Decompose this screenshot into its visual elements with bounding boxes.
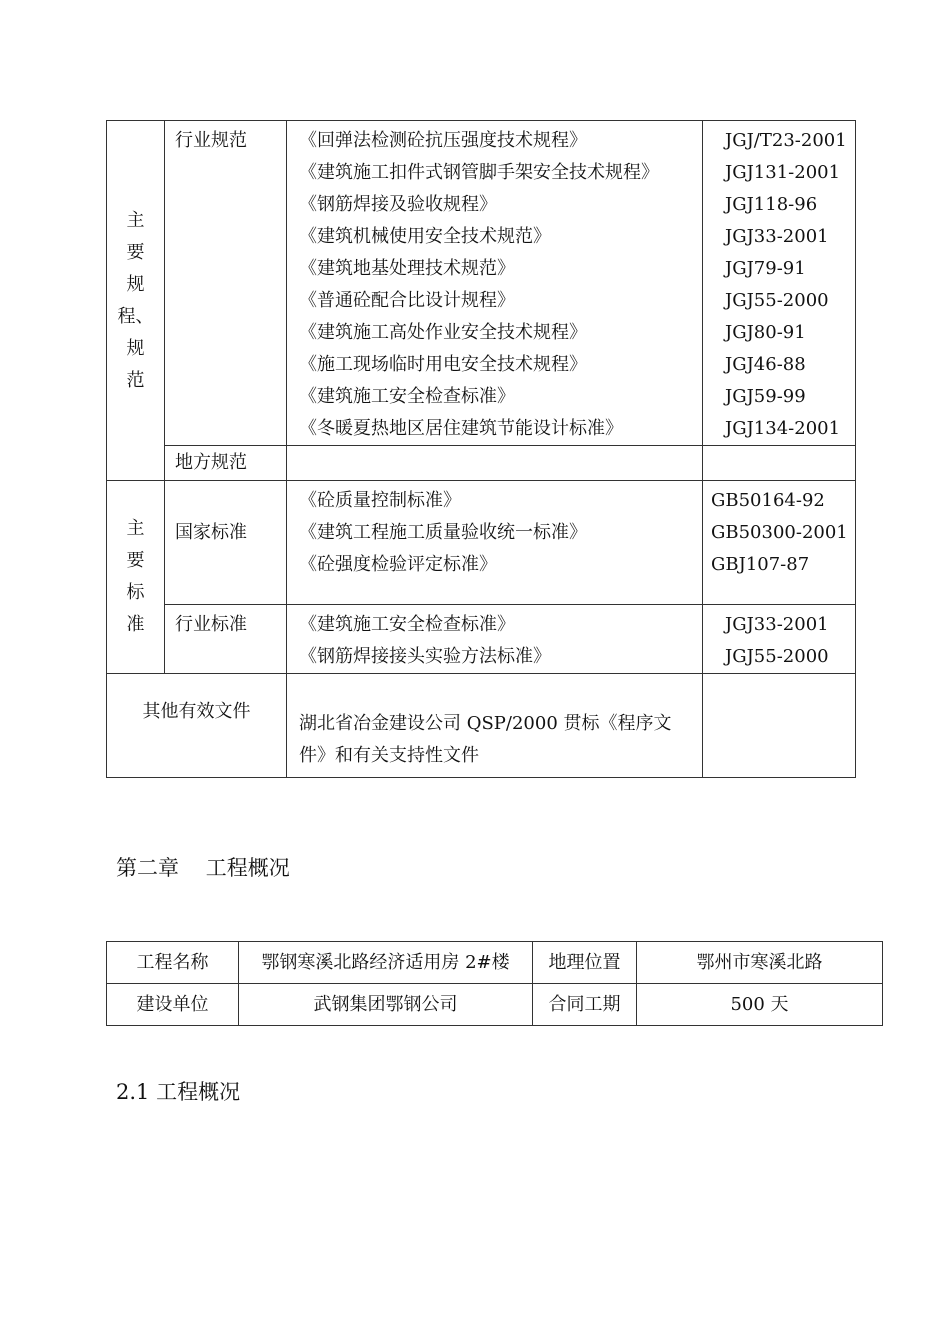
document-code: JGJ33-2001 [725, 614, 829, 635]
document-title: 《钢筋焊接及验收规程》 [299, 194, 497, 215]
document-code: GB50164-92 [711, 490, 825, 511]
document-code: JGJ80-91 [725, 322, 806, 343]
document-code: GBJ107-87 [711, 554, 810, 575]
empty-cell [703, 674, 856, 778]
national-standards-titles [287, 481, 703, 605]
industry-standards-titles [287, 605, 703, 674]
label-char: 规 [126, 273, 145, 295]
empty-cell [287, 446, 703, 481]
other-documents-description [287, 674, 703, 778]
document-code: JGJ46-88 [725, 354, 806, 375]
label-char: 主 [126, 209, 145, 231]
industry-standards-numbers [703, 605, 856, 674]
label-char: 准 [126, 614, 145, 635]
industry-codes-numbers [703, 121, 856, 446]
table-row [107, 674, 856, 778]
document-code: JGJ55-2000 [725, 290, 829, 311]
label-char: 主 [126, 518, 145, 539]
table-row [107, 984, 883, 1026]
document-title: 《建筑地基处理技术规范》 [299, 258, 515, 279]
chapter-heading: 第二章 工程概况 [116, 856, 290, 880]
document-title: 《回弹法检测砼抗压强度技术规程》 [299, 130, 587, 151]
national-standards-numbers [703, 481, 856, 605]
document-title: 《砼强度检验评定标准》 [299, 554, 497, 575]
industry-codes-category: 行业规范 [165, 121, 287, 446]
document-code: JGJ33-2001 [725, 226, 829, 247]
document-title: 《砼质量控制标准》 [299, 490, 461, 511]
label-char: 要 [126, 550, 145, 571]
project-overview-table [106, 941, 883, 1026]
contract-period-label: 合同工期 [533, 984, 637, 1026]
label-char: 程、 [117, 305, 154, 327]
document-title: 《建筑施工安全检查标准》 [299, 386, 515, 407]
table-row [107, 446, 856, 481]
label-char: 规 [126, 337, 145, 359]
industry-standards-category: 行业标准 [165, 605, 287, 674]
document-title: 《施工现场临时用电安全技术规程》 [299, 354, 587, 375]
project-name-value: 鄂钢寒溪北路经济适用房 2#楼 [239, 942, 533, 984]
table-row [107, 942, 883, 984]
document-title: 《钢筋焊接接头实验方法标准》 [299, 646, 551, 667]
document-code: JGJ59-99 [725, 386, 806, 407]
document-code: JGJ79-91 [725, 258, 806, 279]
document-title: 《冬暖夏热地区居住建筑节能设计标准》 [299, 418, 623, 439]
table-row [107, 605, 856, 674]
builder-value: 武钢集团鄂钢公司 [239, 984, 533, 1026]
document-code: GB50300-2001 [711, 522, 848, 543]
label-char: 要 [126, 241, 145, 263]
document-code: JGJ55-2000 [725, 646, 829, 667]
other-documents-line: 湖北省冶金建设公司 QSP/2000 贯标《程序文 [299, 713, 672, 734]
document-code: JGJ118-96 [725, 194, 818, 215]
main-codes-label [107, 121, 165, 481]
contract-period-value: 500 天 [637, 984, 883, 1026]
document-title: 《建筑机械使用安全技术规范》 [299, 226, 551, 247]
location-value: 鄂州市寒溪北路 [637, 942, 883, 984]
label-char: 范 [126, 369, 145, 391]
document-code: JGJ131-2001 [725, 162, 841, 183]
national-standards-category: 国家标准 [165, 481, 287, 605]
table-row [107, 481, 856, 605]
main-standards-label [107, 481, 165, 674]
other-documents-label: 其他有效文件 [107, 674, 287, 778]
label-char: 标 [126, 582, 145, 603]
document-title: 《建筑施工高处作业安全技术规程》 [299, 322, 587, 343]
section-heading: 2.1 工程概况 [116, 1080, 241, 1104]
document-code: JGJ/T23-2001 [725, 130, 847, 151]
document-title: 《建筑施工安全检查标准》 [299, 614, 515, 635]
document-title: 《普通砼配合比设计规程》 [299, 290, 515, 311]
builder-label: 建设单位 [107, 984, 239, 1026]
table-row [107, 121, 856, 446]
location-label: 地理位置 [533, 942, 637, 984]
standards-table [106, 120, 856, 778]
document-title: 《建筑工程施工质量验收统一标准》 [299, 522, 587, 543]
project-name-label: 工程名称 [107, 942, 239, 984]
document-title: 《建筑施工扣件式钢管脚手架安全技术规程》 [299, 162, 659, 183]
empty-cell [703, 446, 856, 481]
other-documents-line: 件》和有关支持性文件 [299, 745, 479, 766]
industry-codes-titles [287, 121, 703, 446]
document-code: JGJ134-2001 [725, 418, 841, 439]
local-codes-category: 地方规范 [165, 446, 287, 481]
